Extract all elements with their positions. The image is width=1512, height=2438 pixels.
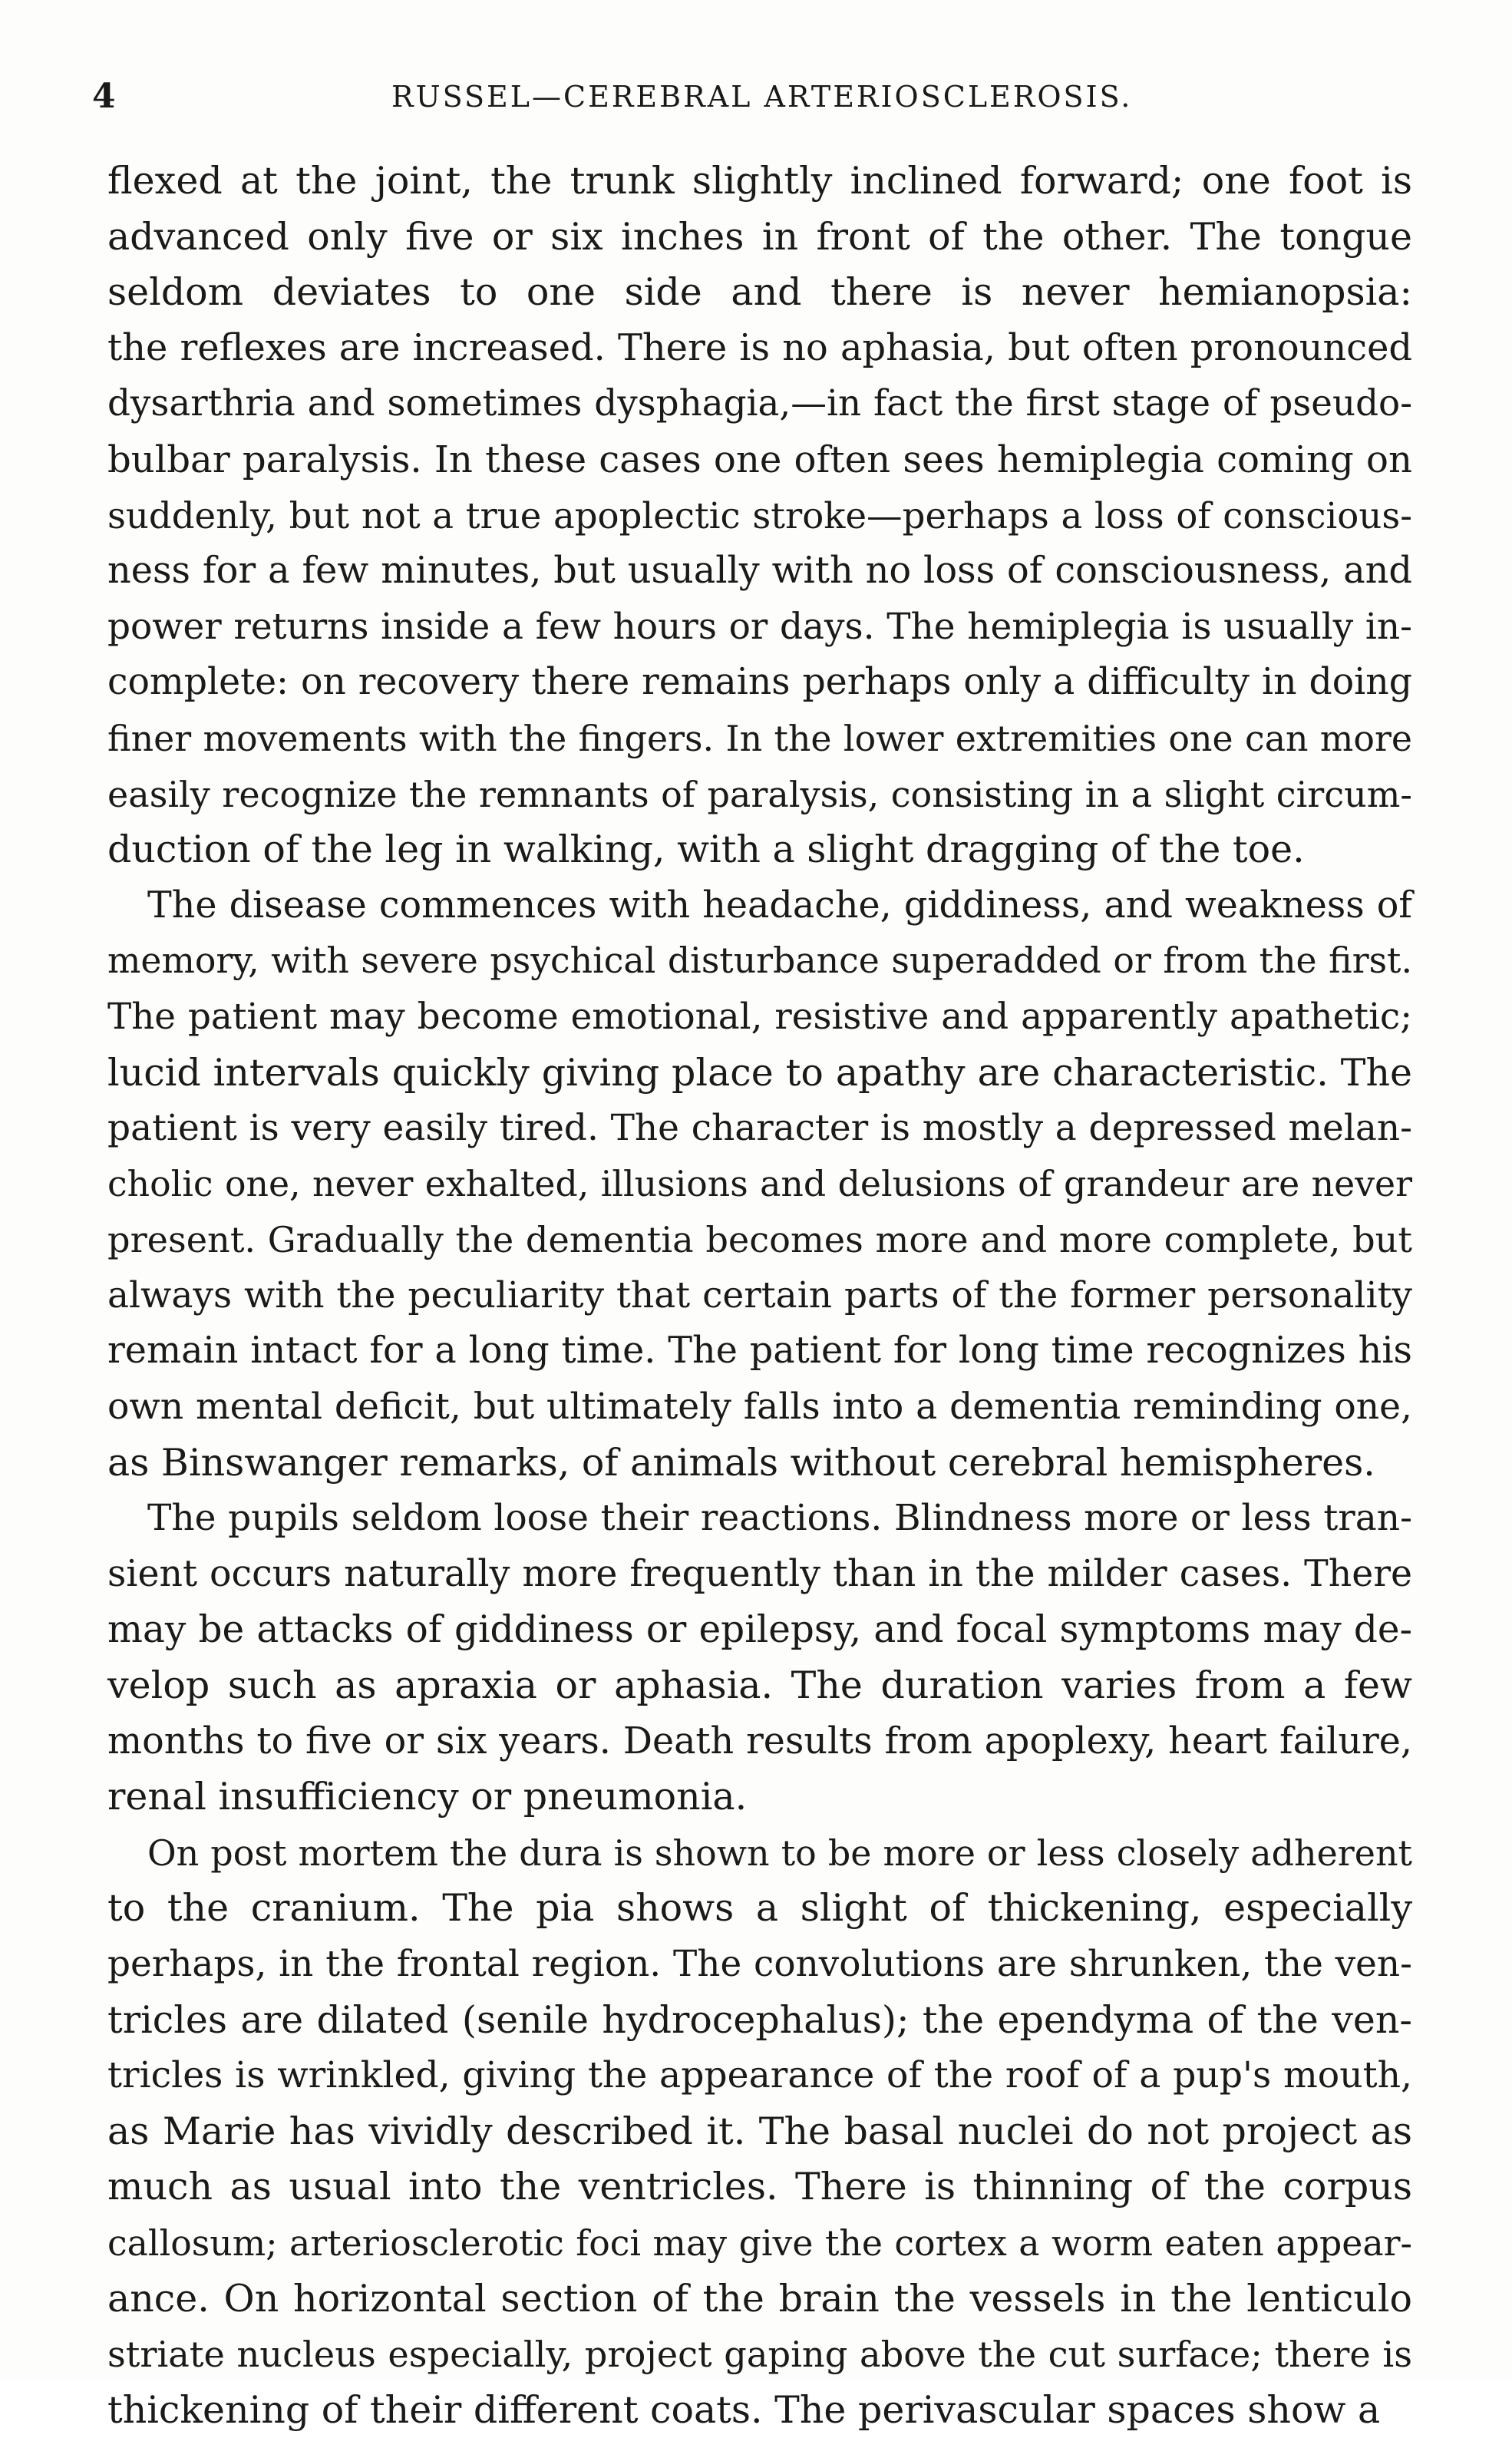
text-line: flexed at the joint, the trunk slightly inclined forward; one foot is [107, 159, 1412, 203]
text-line: thickening of their different coats. The perivascular spaces show a [107, 2387, 1381, 2432]
text-line: own mental deficit, but ultimately falls into a dementia reminding one, [107, 1386, 1412, 1429]
text-line: On post mortem the dura is shown to be more or less closely adherent [147, 1832, 1412, 1874]
text-line: patient is very easily tired. The character is mostly a depressed melan- [107, 1107, 1412, 1150]
body-text [107, 154, 1412, 2438]
text-line: advanced only five or six inches in front of the other. The tongue [107, 214, 1412, 259]
text-line: as Marie has vividly described it. The basal nuclei do not project as [107, 2109, 1412, 2153]
text-line: as Binswanger remarks, of animals without cerebral hemispheres. [107, 1440, 1375, 1485]
page-header [92, 77, 1428, 123]
text-line: tricles is wrinkled, giving the appearance of the roof of a pup's mouth, [107, 2054, 1412, 2097]
text-line: The disease commences with headache, giddiness, and weakness of [147, 884, 1412, 927]
text-line: renal insufficiency or pneumonia. [107, 1775, 748, 1819]
text-line: complete: on recovery there remains perhaps only a difficulty in doing [107, 661, 1412, 704]
text-line: memory, with severe psychical disturbance superadded or from the first. [107, 940, 1412, 982]
text-line: cholic one, never exhalted, illusions and delusions of grandeur are never [107, 1163, 1412, 1204]
text-line: remain intact for a long time. The patient for long time recognizes his [107, 1330, 1412, 1373]
text-line: tricles are dilated (senile hydrocephalus); the ependyma of the ven- [107, 1997, 1412, 2042]
text-line: seldom deviates to one side and there is never hemianopsia: [107, 270, 1412, 315]
paragraph [107, 878, 1412, 1492]
text-line: bulbar paralysis. In these cases one often sees hemiplegia coming on [107, 438, 1412, 481]
text-line: easily recognize the remnants of paralysis, consisting in a slight circum- [107, 773, 1412, 815]
paragraph [107, 154, 1412, 878]
running-head: RUSSEL—CEREBRAL ARTERIOSCLEROSIS. [391, 80, 1133, 114]
text-line: dysarthria and sometimes dysphagia,—in fact the first stage of pseudo- [107, 383, 1412, 425]
text-line: much as usual into the ventricles. There is thinning of the corpus [107, 2165, 1412, 2209]
text-line: striate nucleus especially, project gaping above the cut surface; there is [107, 2334, 1412, 2376]
paragraph [107, 1491, 1412, 1825]
page-number: 4 [92, 77, 116, 116]
text-line: finer movements with the fingers. In the lower extremities one can more [107, 717, 1412, 759]
text-line: suddenly, but not a true apoplectic stroke—perhaps a loss of conscious- [107, 494, 1412, 537]
text-line: may be attacks of giddiness or epilepsy, and focal symptoms may de- [107, 1608, 1412, 1652]
text-line: power returns inside a few hours or days. The hemiplegia is usually in- [107, 605, 1412, 648]
text-line: The patient may become emotional, resistive and apparently apathetic; [107, 996, 1412, 1038]
text-line: velop such as apraxia or aphasia. The duration varies from a few [107, 1663, 1412, 1708]
text-line: the reflexes are increased. There is no aphasia, but often pronounced [107, 326, 1412, 369]
text-line: ness for a few minutes, but usually with no loss of consciousness, and [107, 550, 1412, 593]
text-line: always with the peculiarity that certain parts of the former personality [107, 1274, 1412, 1316]
text-line: present. Gradually the dementia becomes more and more complete, but [107, 1219, 1412, 1261]
text-line: The pupils seldom loose their reactions. Blindness more or less tran- [147, 1497, 1412, 1540]
text-line: perhaps, in the frontal region. The convolutions are shrunken, the ven- [107, 1943, 1412, 1985]
text-line: sient occurs naturally more frequently than in the milder cases. There [107, 1552, 1412, 1595]
text-line: to the cranium. The pia shows a slight of thickening, especially [107, 1886, 1412, 1931]
text-line: months to five or six years. Death results from apoplexy, heart failure, [107, 1719, 1412, 1762]
text-line: lucid intervals quickly giving place to apathy are characteristic. The [107, 1050, 1412, 1095]
text-line: ance. On horizontal section of the brain the vessels in the lenticulo [107, 2276, 1412, 2321]
text-line: duction of the leg in walking, with a slight dragging of the toe. [107, 828, 1305, 872]
text-line: callosum; arteriosclerotic foci may give the cortex a worm eaten appear- [107, 2222, 1412, 2264]
paragraph [107, 1825, 1412, 2438]
